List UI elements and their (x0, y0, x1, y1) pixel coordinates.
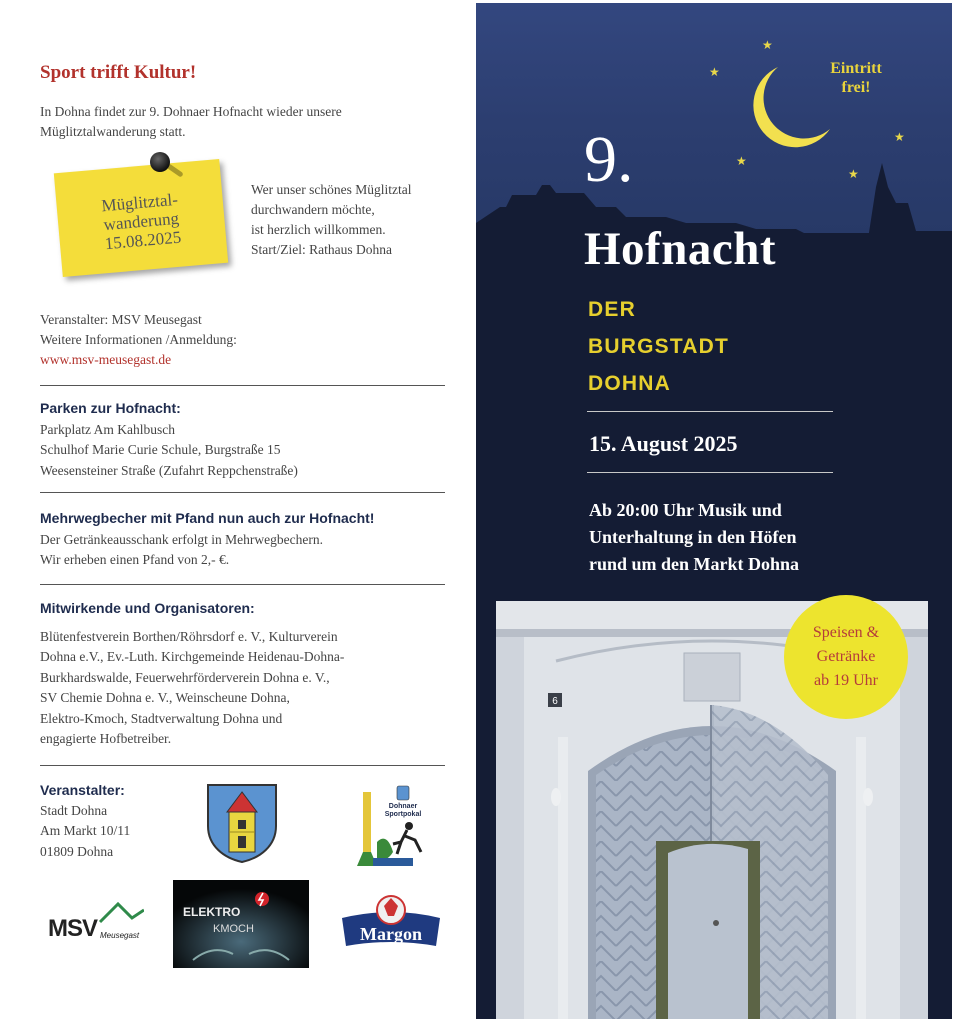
cups-line: Der Getränkeausschank erfolgt in Mehrwegbechern. (40, 531, 324, 547)
sportpokal-text: Sportpokal (384, 811, 422, 818)
info-line: Weitere Informationen /Anmeldung: (40, 332, 237, 347)
subtitle-line: BURGSTADT (588, 335, 730, 358)
contact-section (40, 780, 130, 862)
star-icon: ★ (736, 154, 747, 168)
kmoch-text: KMOCH (213, 923, 254, 935)
event-title: Hofnacht (584, 223, 776, 275)
contributors-line: SV Chemie Dohna e. V., Weinscheune Dohna, (40, 690, 290, 705)
contact-title: Veranstalter: (40, 782, 125, 798)
msv-text: MSV (48, 915, 98, 942)
event-date: 15. August 2025 (589, 431, 738, 456)
subtitle-line: DER (588, 298, 636, 321)
badge-line: Speisen & (812, 624, 880, 641)
msv-meusegast-logo (48, 896, 144, 944)
cups-section (40, 508, 445, 571)
divider (40, 385, 445, 386)
hike-line: ist herzlich willkommen. (251, 222, 386, 237)
hike-line: Wer unser schönes Müglitztal (251, 182, 412, 197)
sportpokal-logo (357, 782, 429, 866)
event-program (589, 497, 929, 578)
divider (587, 472, 833, 473)
divider (40, 492, 445, 493)
organizer-line: Veranstalter: MSV Meusegast (40, 312, 202, 327)
info-column (40, 0, 445, 1024)
hike-description (251, 180, 451, 260)
contributors-title: Mitwirkende und Organisatoren: (40, 600, 255, 616)
elektro-text: ELEKTRO (183, 905, 241, 919)
pushpin-icon (150, 152, 170, 172)
note-line: wanderung (102, 208, 180, 235)
contributors-line: Elektro-Kmoch, Stadtverwaltung Dohna und (40, 710, 283, 726)
divider (587, 411, 833, 412)
intro-line: In Dohna findet zur 9. Dohnaer Hofnacht wieder unsere (40, 104, 342, 119)
intro-text (40, 102, 440, 142)
parking-section (40, 398, 445, 481)
contact-line: Stadt Dohna (40, 802, 108, 818)
contributors-section (40, 598, 445, 750)
contact-line: Am Markt 10/11 (40, 823, 131, 838)
food-drinks-badge (784, 595, 908, 719)
star-icon: ★ (848, 167, 859, 181)
divider (40, 765, 445, 766)
program-line: rund um den Markt Dohna (589, 554, 800, 574)
event-subtitle (588, 291, 729, 402)
elektro-kmoch-logo (173, 880, 309, 968)
contributors-line: Burkhardswalde, Feuerwehrförderverein Dohna e. V., (40, 669, 330, 685)
parking-line: Weesensteiner Straße (Zufahrt Reppchenstraße) (40, 462, 298, 478)
hike-line: durchwandern möchte, (251, 202, 375, 217)
headline: Sport trifft Kultur! (40, 62, 197, 83)
website-link[interactable]: www.msv-meusegast.de (40, 352, 172, 367)
intro-line: Müglitztalwanderung statt. (40, 124, 186, 139)
sportpokal-text: Dohnaer (388, 803, 418, 810)
edition-number: 9. (584, 123, 634, 196)
badge-line: ab 19 Uhr (814, 672, 878, 689)
program-line: Ab 20:00 Uhr Musik und (589, 500, 782, 520)
margon-logo (338, 888, 444, 960)
cups-title: Mehrwegbecher mit Pfand nun auch zur Hofnacht! (40, 510, 375, 526)
hike-organizer (40, 310, 237, 370)
margon-text: Margon (360, 924, 422, 944)
contributors-line: engagierte Hofbetreiber. (40, 731, 172, 746)
note-line: Müglitztal- (100, 189, 179, 216)
hike-line: Start/Ziel: Rathaus Dohna (251, 242, 392, 257)
free-entry-label (816, 59, 896, 97)
dohna-coat-of-arms-logo (205, 782, 279, 864)
note-line: 15.08.2025 (104, 227, 182, 254)
event-flyer (476, 3, 952, 1019)
sticky-note (54, 159, 228, 277)
contributors-line: Blütenfestverein Borthen/Röhrsdorf e. V., Kulturverein (40, 628, 338, 644)
free-entry-line: Eintritt (830, 60, 882, 77)
badge-line: Getränke (816, 648, 876, 665)
divider (40, 584, 445, 585)
contributors-line: Dohna e.V., Ev.-Luth. Kirchgemeinde Heidenau-Dohna- (40, 649, 345, 664)
subtitle-line: DOHNA (588, 372, 671, 395)
contact-line: 01809 Dohna (40, 843, 114, 859)
parking-line: Parkplatz Am Kahlbusch (40, 421, 175, 437)
house-number: 6 (552, 696, 558, 707)
free-entry-line: frei! (841, 79, 871, 96)
msv-sub-text: Meusegast (100, 931, 140, 940)
parking-line: Schulhof Marie Curie Schule, Burgstraße 15 (40, 442, 281, 457)
cups-line: Wir erheben einen Pfand von 2,- €. (40, 552, 230, 567)
star-icon: ★ (709, 65, 720, 79)
star-icon: ★ (762, 38, 773, 52)
program-line: Unterhaltung in den Höfen (589, 527, 797, 547)
parking-title: Parken zur Hofnacht: (40, 400, 181, 416)
star-icon: ★ (894, 130, 905, 144)
